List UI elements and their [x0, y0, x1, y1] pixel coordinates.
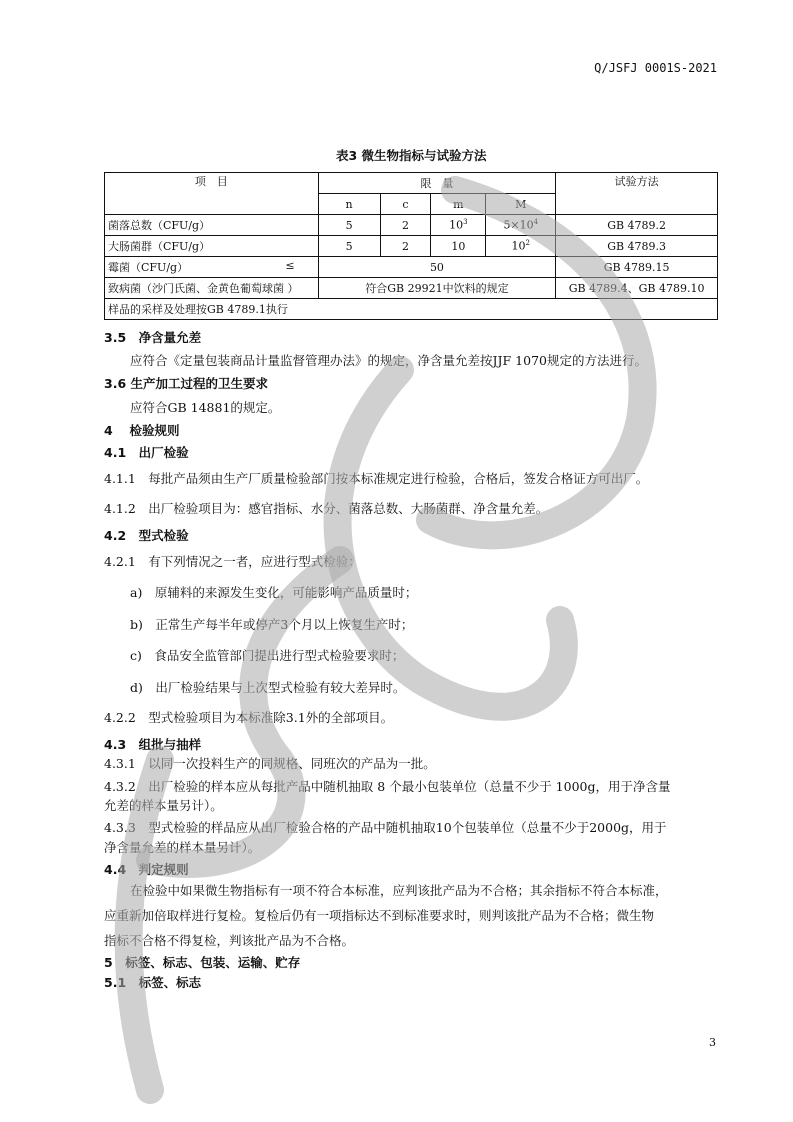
cell-item: 致病菌（沙门氏菌、金黄色葡萄球菌 ） [105, 278, 319, 299]
section-heading: 3.5 净含量允差 [104, 330, 202, 345]
body-line: b) 正常生产每半年或停产3个月以上恢复生产时； [130, 617, 414, 632]
cell-item [105, 257, 319, 278]
header-c: c [380, 194, 431, 215]
header-limit: 限 量 [318, 173, 556, 194]
cell-method: GB 4789.4、GB 4789.10 [556, 278, 718, 299]
cell-n: 5 [318, 215, 380, 236]
cell-method: GB 4789.15 [556, 257, 718, 278]
section-heading: 3.6 生产加工过程的卫生要求 [104, 376, 268, 391]
document-code: Q/JSFJ 0001S-2021 [594, 61, 717, 75]
cell-m-base: 10 [449, 218, 464, 232]
section-heading: 4.4 判定规则 [104, 862, 189, 877]
body-line: 4.3.3 型式检验的样品应从出厂检验合格的产品中随机抽取10个包装单位（总量不少于2000g，用于 [104, 820, 667, 835]
body-line: d) 出厂检验结果与上次型式检验有较大差异时。 [130, 680, 406, 695]
body-line: 4.3.2 出厂检验的样本应从每批产品中随机抽取 8 个最小包装单位（总量不少于 1000g，用于净含量 [104, 779, 671, 794]
body-line: 净含量允差的样本量另计）。 [104, 840, 261, 855]
body-line: 应符合《定量包装商品计量监督管理办法》的规定，净含量允差按JJF 1070规定的方法进行。 [130, 353, 647, 368]
cell-M-exp: 4 [533, 218, 539, 227]
cell-method: GB 4789.3 [556, 236, 718, 257]
body-line: 指标不合格不得复检，判该批产品为不合格。 [104, 933, 355, 948]
table-row [105, 278, 718, 299]
cell-method: GB 4789.2 [556, 215, 718, 236]
header-method: 试验方法 [556, 173, 718, 215]
cell-n: 5 [318, 236, 380, 257]
cell-limit: 符合GB 29921中饮料的规定 [318, 278, 556, 299]
cell-M-base: 5×10 [503, 218, 534, 232]
cell-M-exp: 2 [525, 239, 531, 248]
body-line: 应符合GB 14881的规定。 [130, 400, 281, 415]
section-heading: 4.2 型式检验 [104, 528, 189, 543]
section-heading: 4 检验规则 [104, 423, 180, 438]
cell-c: 2 [380, 236, 431, 257]
header-item: 项 目 [105, 173, 319, 215]
section-heading: 4.3 组批与抽样 [104, 737, 202, 752]
body-line: 应重新加倍取样进行复检。复检后仍有一项指标达不到标准要求时，则判该批产品为不合格；微生物 [104, 908, 655, 923]
leq-symbol: ≤ [285, 259, 295, 272]
body-line: 4.2.2 型式检验项目为本标准除3.1外的全部项目。 [104, 710, 394, 725]
body-line: 在检验中如果微生物指标有一项不符合本标准，应判该批产品为不合格；其余指标不符合本标准， [130, 883, 668, 898]
cell-m: 10 [431, 236, 486, 257]
body-line: a) 原辅料的来源发生变化，可能影响产品质量时； [130, 585, 418, 600]
header-M: M [486, 194, 556, 215]
cell-m-exp: 3 [463, 218, 468, 227]
cell-item: 大肠菌群（CFU/g） [105, 236, 319, 257]
section-heading: 5 标签、标志、包装、运输、贮存 [104, 955, 301, 970]
body-line: c) 食品安全监管部门提出进行型式检验要求时； [130, 648, 405, 663]
cell-M-base: 10 [511, 239, 526, 253]
header-n: n [318, 194, 380, 215]
body-line: 4.2.1 有下列情况之一者，应进行型式检验： [104, 554, 361, 569]
cell-c: 2 [380, 215, 431, 236]
table-caption: 表3 微生物指标与试验方法 [336, 148, 487, 163]
section-heading: 4.1 出厂检验 [104, 445, 189, 460]
section-heading: 5.1 标签、标志 [104, 975, 202, 990]
cell-m [431, 215, 486, 236]
cell-M [486, 215, 556, 236]
table-row [105, 257, 718, 278]
cell-item: 菌落总数（CFU/g） [105, 215, 319, 236]
body-line: 4.1.1 每批产品须由生产厂质量检验部门按本标准规定进行检验，合格后，签发合格证方可出厂。 [104, 471, 649, 486]
table-row [105, 215, 718, 236]
cell-item-text: 霉菌（CFU/g） [108, 261, 189, 274]
body-line: 允差的样本量另计）。 [104, 798, 223, 813]
table-row [105, 236, 718, 257]
cell-limit: 50 [318, 257, 556, 278]
page-number: 3 [709, 1036, 716, 1049]
body-line: 4.3.1 以同一次投料生产的同规格、同班次的产品为一批。 [104, 756, 436, 771]
table-note-row [105, 299, 718, 320]
header-m: m [431, 194, 486, 215]
table-note: 样品的采样及处理按GB 4789.1执行 [105, 299, 718, 320]
body-line: 4.1.2 出厂检验项目为：感官指标、水分、菌落总数、大肠菌群、净含量允差。 [104, 501, 549, 516]
cell-M [486, 236, 556, 257]
microbial-table [104, 172, 718, 320]
